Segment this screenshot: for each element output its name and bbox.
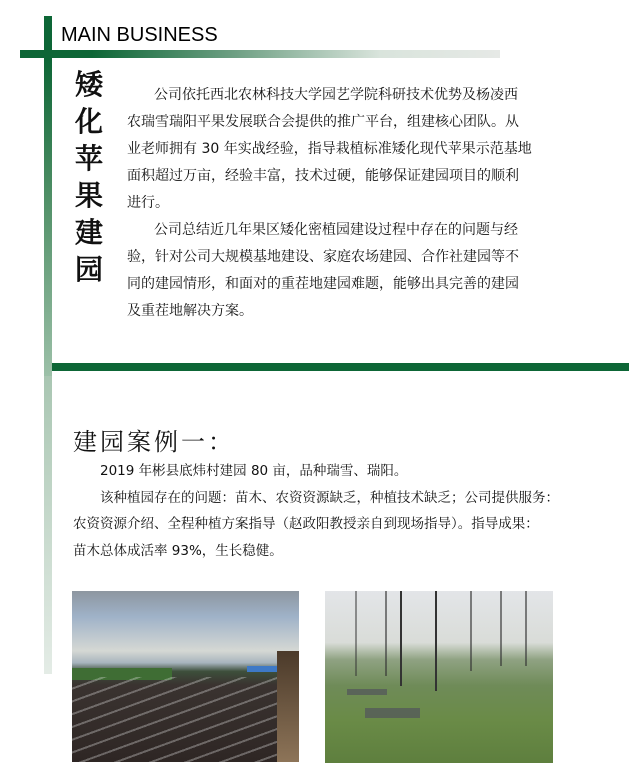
text-line: 2019 年彬县底炜村建园 80 亩，品种瑞雪、瑞阳。 [100,463,408,479]
text-line: 农资资源介绍、全程种植方案指导（赵政阳教授亲自到现场指导）。指导成果： [73,516,539,532]
vertical-title-char: 建 [74,216,103,249]
vertical-accent-bar [44,16,52,376]
vertical-section-title [72,66,106,288]
photo-pole [435,591,437,691]
photo-pole [470,591,472,671]
photo-pole [500,591,502,666]
summary-paragraph [127,217,527,325]
photo-cliff [277,651,299,762]
text-line: 面积超过万亩，经验丰富，技术过硬，能够保证建园项目的顺利 [127,168,519,184]
text-line: 验，针对公司大规模基地建设、家庭农场建园、合作社建园等不 [127,249,519,265]
text-line: 进行。 [127,195,169,211]
photo-blue-roof [247,666,277,672]
photo-pole [355,591,357,676]
case-description [73,458,559,564]
text-line: 公司总结近几年果区矮化密植园建设过程中存在的问题与经 [154,222,518,238]
section-divider [52,363,629,371]
text-line: 公司依托西北农林科技大学园艺学院科研技术优势及杨凌西 [154,87,518,103]
vertical-title-char: 苹 [74,142,103,175]
text-line: 该种植园存在的问题：苗木、农资资源缺乏，种植技术缺乏；公司提供服务： [100,489,559,506]
photo-ground-mat [347,689,387,695]
text-line: 农瑞雪瑞阳平果发展联合会提供的推广平台，组建核心团队。从 [127,114,519,130]
vertical-title-char: 果 [74,179,103,212]
orchard-trees-photo [325,591,553,763]
photo-pole [525,591,527,666]
photo-planting-rows [72,677,299,763]
photo-pole [400,591,402,686]
text-line: 苗木总体成活率 93%，生长稳健。 [73,542,283,559]
text-line: 及重茬地解决方案。 [127,303,253,319]
intro-paragraph [127,82,532,217]
text-line: 业老师拥有 30 年实战经验，指导栽植标准矮化现代苹果示范基地 [127,141,532,157]
orchard-site-photo [72,591,299,762]
title-underline-bar [20,50,500,58]
vertical-title-char: 园 [74,253,103,286]
photo-ground-mat [365,708,420,718]
photo-pole [385,591,387,676]
vertical-title-char: 矮 [74,68,103,101]
vertical-accent-bar-fade [44,376,52,674]
page-title: MAIN BUSINESS [61,24,218,46]
case-heading: 建园案例一： [73,428,235,456]
vertical-title-char: 化 [74,105,103,138]
text-line: 同的建园情形，和面对的重茬地建园难题，能够出具完善的建园 [127,276,519,292]
